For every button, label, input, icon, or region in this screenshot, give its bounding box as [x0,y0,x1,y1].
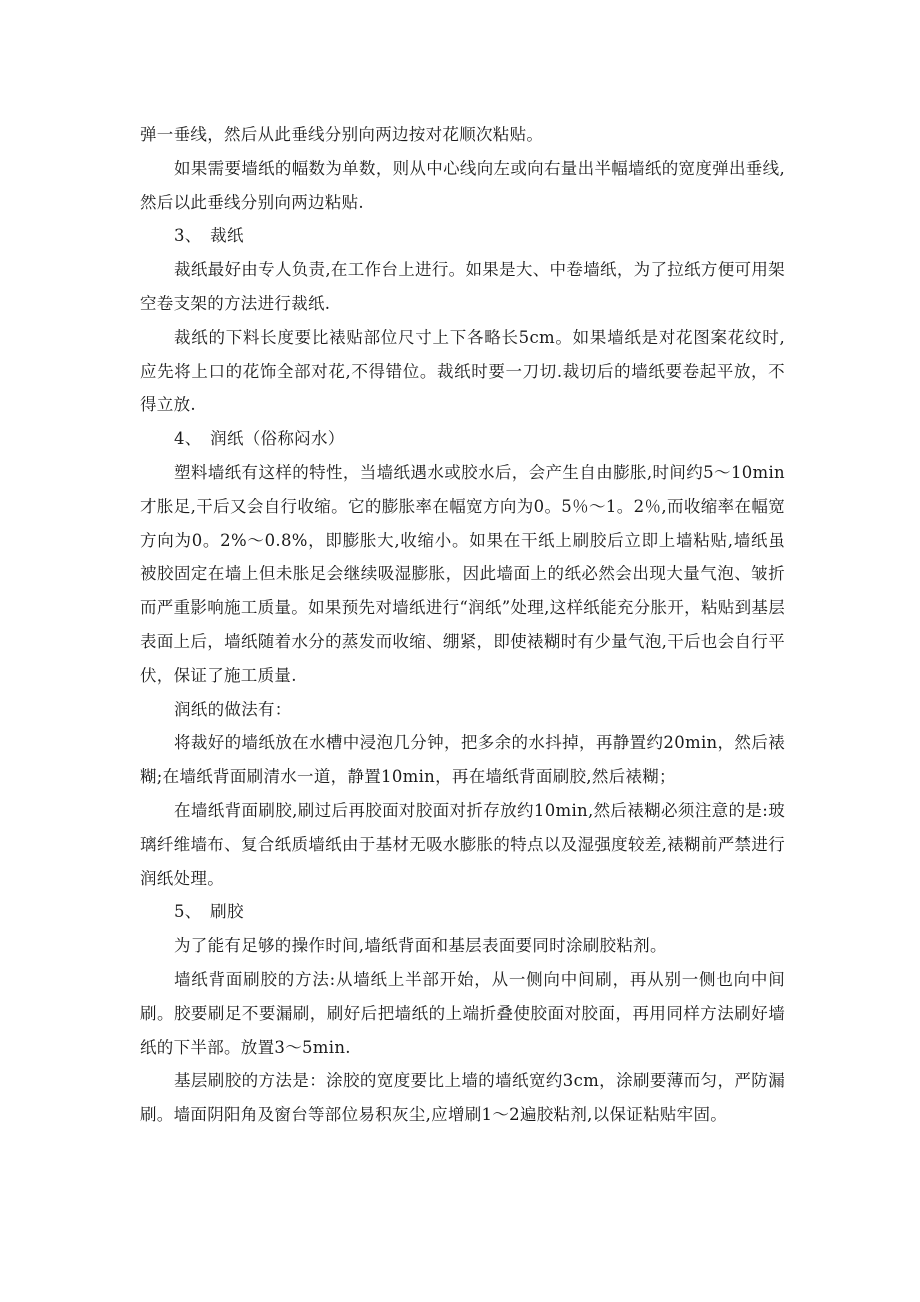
paragraph: 将裁好的墙纸放在水槽中浸泡几分钟，把多余的水抖掉，再静置约20min，然后裱糊;在墙纸背面刷清水一道，静置10min，再在墙纸背面刷胶,然后裱糊； [140,733,785,787]
paragraph: 基层刷胶的方法是：涂胶的宽度要比上墙的墙纸宽约3cm，涂刷要薄而匀，严防漏刷。墙面阴阳角及窗台等部位易积灰尘,应增刷1～2遍胶粘剂,以保证粘贴牢固。 [140,1071,785,1125]
paragraph: 弹一垂线，然后从此垂线分别向两边按对花顺次粘贴。 [140,125,544,144]
paragraph: 为了能有足够的操作时间,墙纸背面和基层表面要同时涂刷胶粘剂。 [174,936,667,956]
paragraph: 在墙纸背面刷胶,刷过后再胶面对胶面对折存放约10min,然后裱糊必须注意的是:玻璃纤维墙布、复合纸质墙纸由于基材无吸水膨胀的特点以及湿强度较差,裱糊前严禁进行润纸处理。 [140,800,785,888]
paragraph: 裁纸最好由专人负责,在工作台上进行。如果是大、中卷墙纸，为了拉纸方便可用架空卷支架的方法进行裁纸. [140,260,785,313]
paragraph: 墙纸背面刷胶的方法:从墙纸上半部开始，从一侧向中间刷，再从别一侧也向中间刷。胶要刷足不要漏刷，刷好后把墙纸的上端折叠使胶面对胶面，再用同样方法刷好墙纸的下半部。放置3～5min. [140,969,785,1057]
paragraph: 润纸的做法有： [174,699,292,719]
paragraph: 裁纸的下料长度要比裱贴部位尺寸上下各略长5cm。如果墙纸是对花图案花纹时,应先将上口的花饰全部对花,不得错位。裁纸时要一刀切.裁切后的墙纸要卷起平放，不得立放. [140,327,785,415]
section-heading: 4、 润纸（俗称闷水） [174,429,345,449]
document-body [140,118,785,1132]
section-heading: 3、 裁纸 [174,226,244,246]
paragraph: 塑料墙纸有这样的特性，当墙纸遇水或胶水后，会产生自由膨胀,时间约5～10min才胀足,干后又会自行收缩。它的膨胀率在幅宽方向为0。5％～1。2％,而收缩率在幅宽方向为0。2%～0.8%，即膨胀大,收缩小。如果在干纸上刷胶后立即上墙粘贴,墙纸虽被胶固定在墙上但未胀足会继续吸湿膨胀，因此墙面上的纸必然会出现大量气泡、皱折而严重影响施工质量。如果预先对墙纸进行“润纸”处理,这样纸能充分胀开，粘贴到基层表面上后，墙纸随着水分的蒸发而收缩、绷紧，即使裱糊时有少量气泡,干后也会自行平伏，保证了施工质量. [140,462,785,685]
section-heading: 5、 刷胶 [174,902,244,922]
paragraph: 如果需要墙纸的幅数为单数，则从中心线向左或向右量出半幅墙纸的宽度弹出垂线,然后以此垂线分别向两边粘贴. [140,158,785,212]
